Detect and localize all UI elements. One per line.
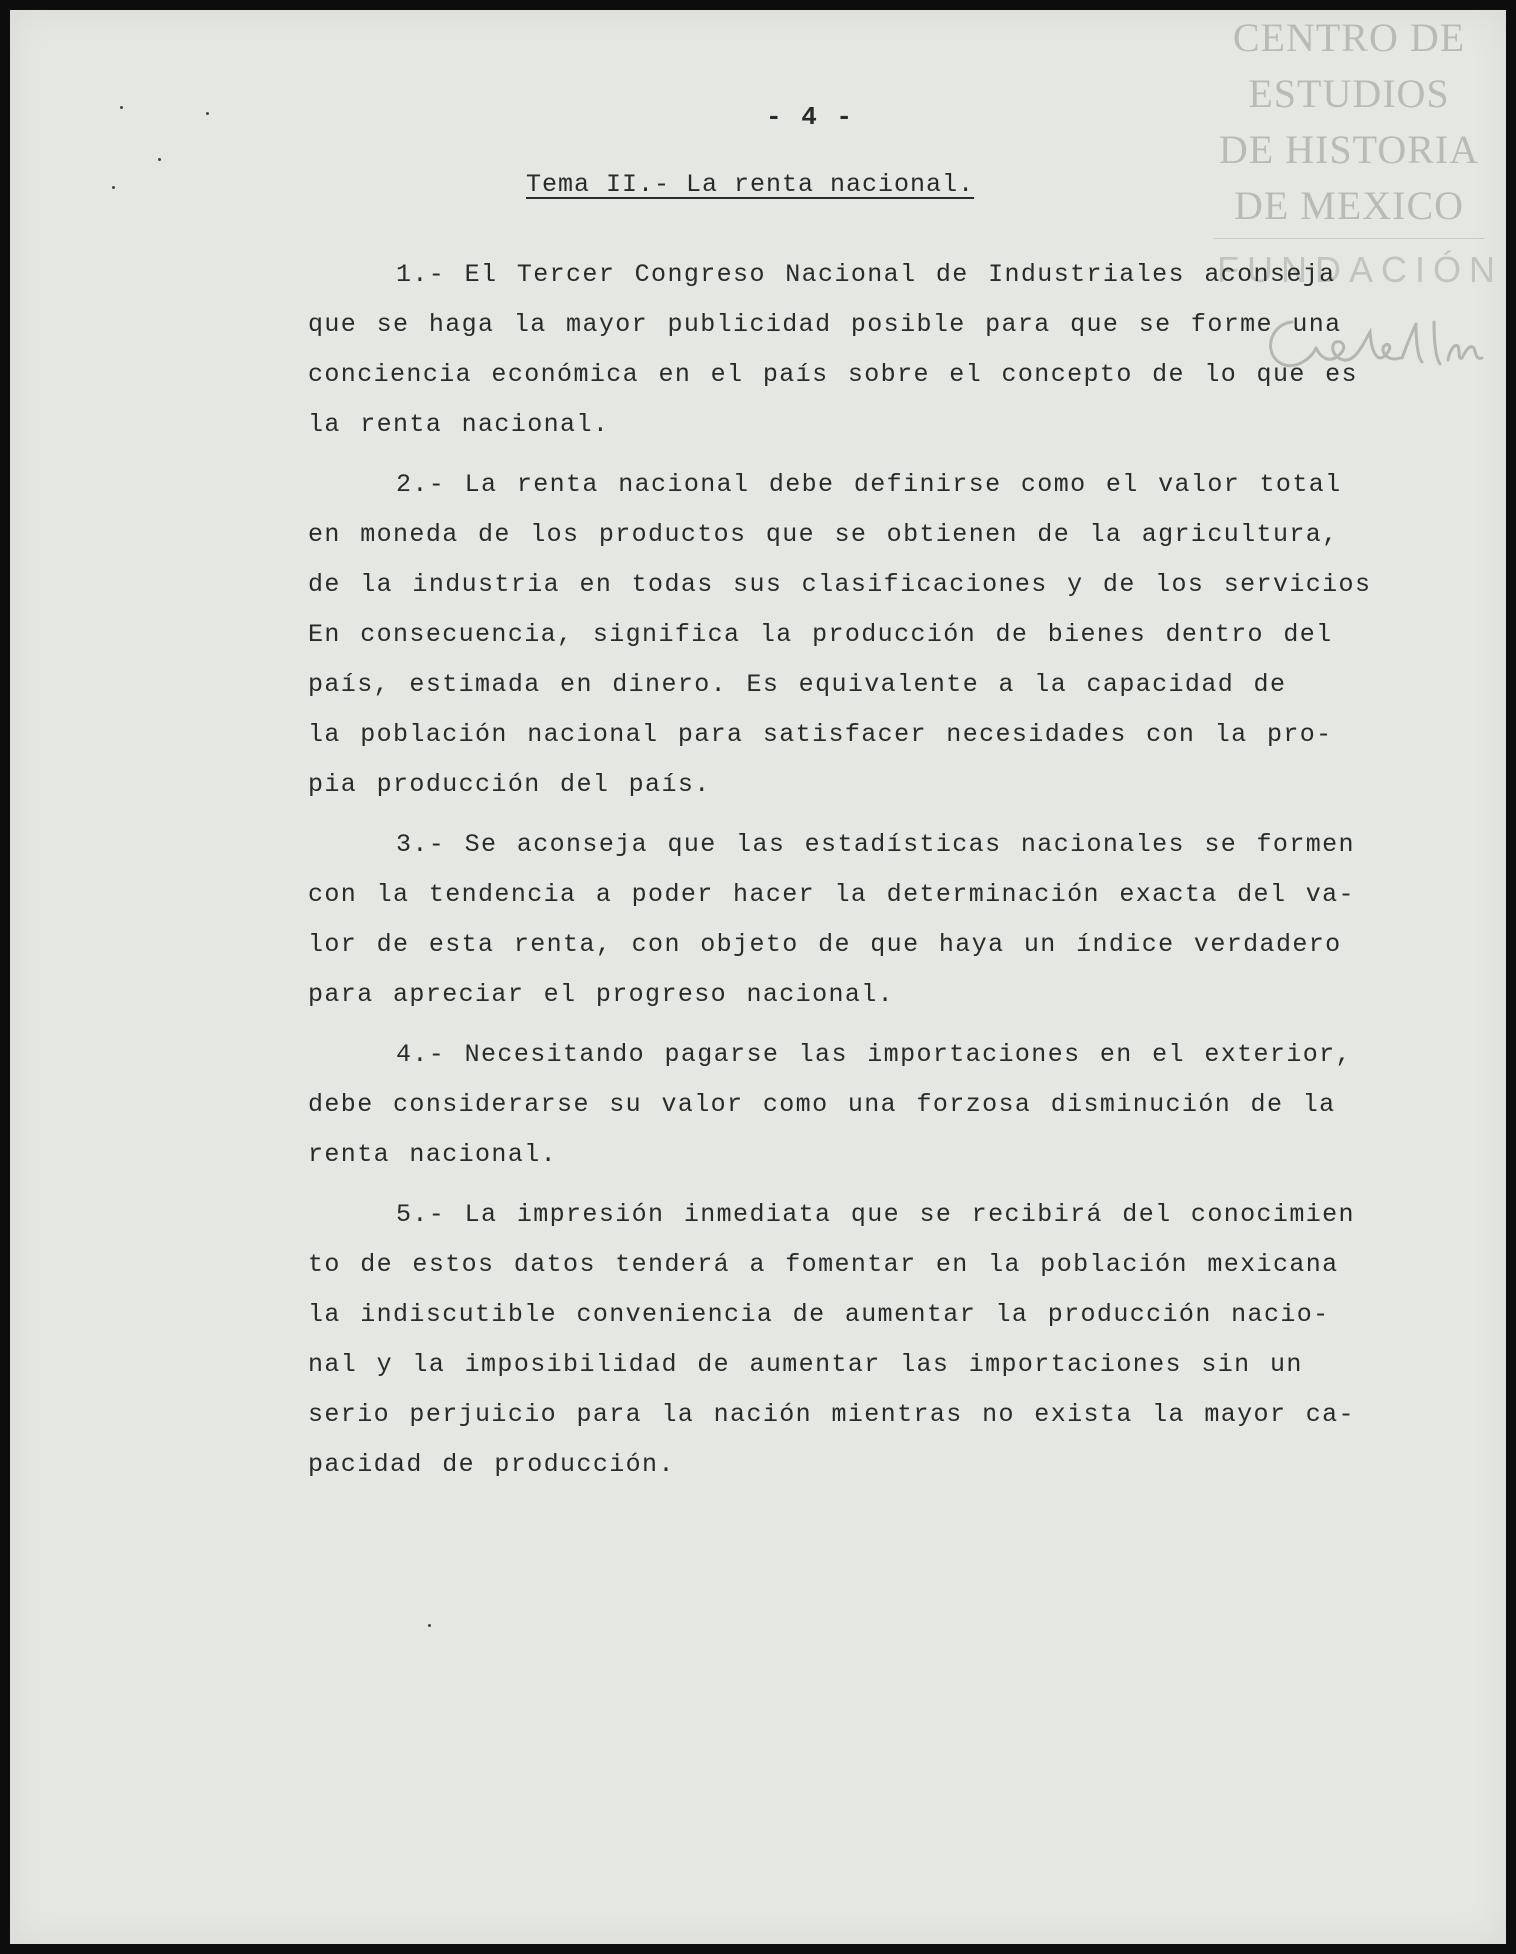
text-line: nal y la imposibilidad de aumentar las importaciones sin un xyxy=(308,1350,1303,1379)
text-line: to de estos datos tenderá a fomentar en la población mexicana xyxy=(308,1250,1339,1279)
text-line: 4.- Necesitando pagarse las importaciones en el exterior, xyxy=(396,1040,1352,1069)
paragraph-5 xyxy=(308,1190,1448,1490)
text-line: para apreciar el progreso nacional. xyxy=(308,980,895,1009)
text-line: la renta nacional. xyxy=(308,410,610,439)
watermark-line-4: DE MEXICO xyxy=(1233,183,1465,228)
text-line: la población nacional para satisfacer necesidades con la pro- xyxy=(308,720,1333,749)
text-line: la indiscutible conveniencia de aumentar la producción nacio- xyxy=(308,1300,1330,1329)
text-line: serio perjuicio para la nación mientras no exista la mayor ca- xyxy=(308,1400,1355,1429)
text-line: lor de esta renta, con objeto de que haya un índice verdadero xyxy=(308,930,1342,959)
text-line: de la industria en todas sus clasificaciones y de los servicios xyxy=(308,570,1372,599)
text-line: que se haga la mayor publicidad posible para que se forme una xyxy=(308,310,1342,339)
text-line: 3.- Se aconseja que las estadísticas nacionales se formen xyxy=(396,830,1355,859)
watermark-line-3: DE HISTORIA xyxy=(1218,127,1480,172)
watermark-line-2: ESTUDIOS xyxy=(1248,71,1450,116)
text-line: pia producción del país. xyxy=(308,770,711,799)
text-line: con la tendencia a poder hacer la determinación exacta del va- xyxy=(308,880,1355,909)
text-line: país, estimada en dinero. Es equivalente a la capacidad de xyxy=(308,670,1287,699)
paragraph-3 xyxy=(308,820,1448,1020)
paragraph-4 xyxy=(308,1030,1448,1180)
section-title: Tema II.- La renta nacional. xyxy=(526,170,975,199)
watermark-divider xyxy=(1214,238,1484,239)
text-line: en moneda de los productos que se obtienen de la agricultura, xyxy=(308,520,1339,549)
text-line: conciencia económica en el país sobre el concepto de lo que es xyxy=(308,360,1358,389)
page-number: - 4 - xyxy=(765,102,854,132)
document-page xyxy=(10,10,1506,1944)
paragraph-1 xyxy=(308,250,1448,450)
text-line: 2.- La renta nacional debe definirse como el valor total xyxy=(396,470,1342,499)
text-line: 5.- La impresión inmediata que se recibirá del conocimien xyxy=(396,1200,1355,1229)
watermark-foundation: FUNDACIÓN xyxy=(1217,249,1503,290)
text-line: 1.- El Tercer Congreso Nacional de Industriales aconseja xyxy=(396,260,1336,289)
document-body xyxy=(308,250,1448,1500)
watermark-line-1: CENTRO DE xyxy=(1232,15,1466,60)
text-line: pacidad de producción. xyxy=(308,1450,675,1479)
text-line: renta nacional. xyxy=(308,1140,558,1169)
paragraph-2 xyxy=(308,460,1448,810)
text-line: En consecuencia, significa la producción de bienes dentro del xyxy=(308,620,1333,649)
text-line: debe considerarse su valor como una forzosa disminución de la xyxy=(308,1090,1336,1119)
